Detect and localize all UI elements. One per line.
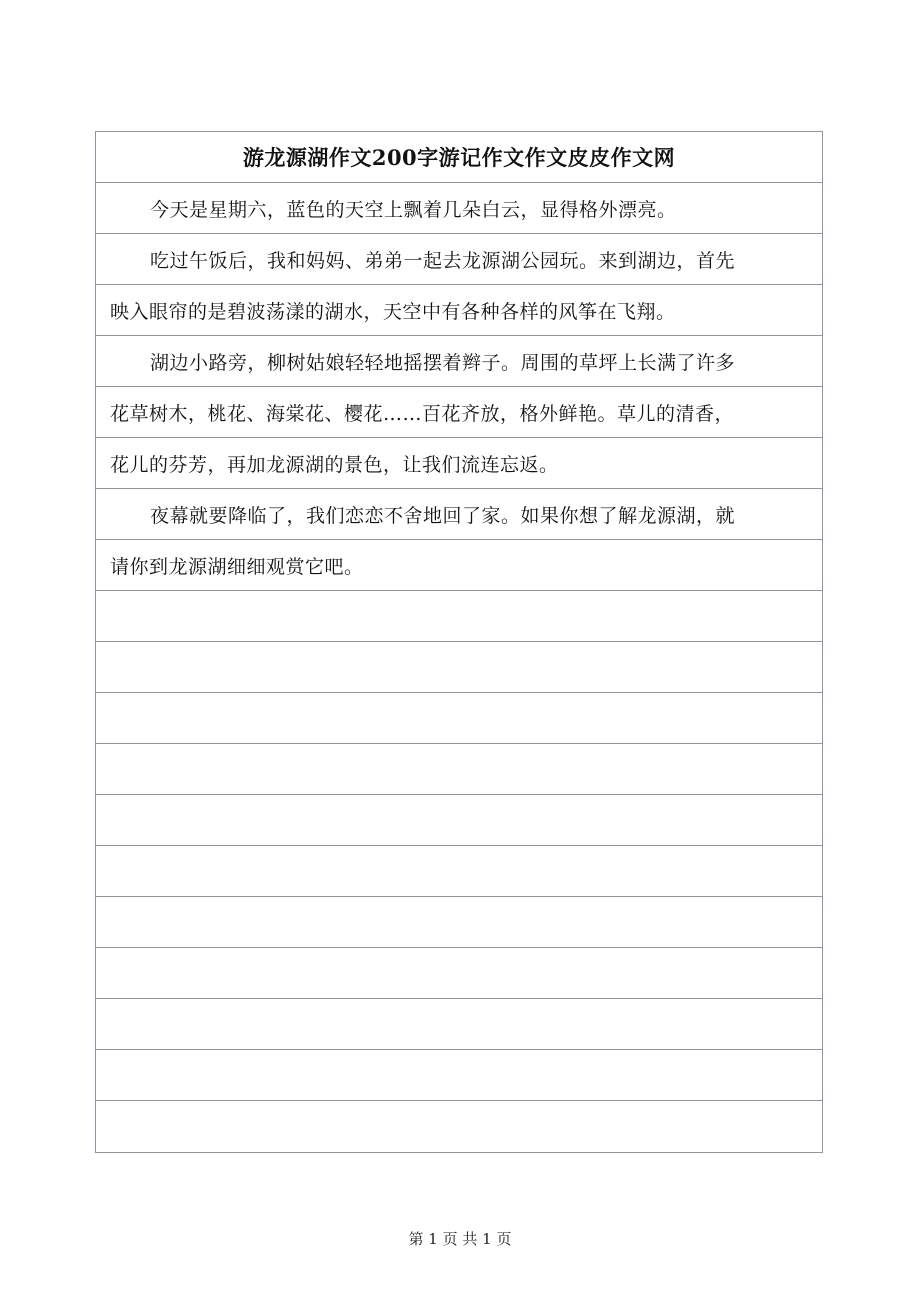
- blank-line: [96, 1101, 822, 1152]
- essay-line: 映入眼帘的是碧波荡漾的湖水，天空中有各种各样的风筝在飞翔。: [96, 285, 822, 336]
- blank-line: [96, 948, 822, 999]
- essay-line: 吃过午饭后，我和妈妈、弟弟一起去龙源湖公园玩。来到湖边，首先: [96, 234, 822, 285]
- blank-line: [96, 693, 822, 744]
- essay-title: 游龙源湖作文200字游记作文作文皮皮作文网: [96, 132, 822, 183]
- blank-line: [96, 591, 822, 642]
- page-footer: 第 1 页 共 1 页: [408, 1230, 512, 1248]
- blank-line: [96, 795, 822, 846]
- essay-line: 今天是星期六，蓝色的天空上飘着几朵白云，显得格外漂亮。: [96, 183, 822, 234]
- blank-line: [96, 999, 822, 1050]
- essay-line: 夜幕就要降临了，我们恋恋不舍地回了家。如果你想了解龙源湖，就: [96, 489, 822, 540]
- essay-line: 湖边小路旁，柳树姑娘轻轻地摇摆着辫子。周围的草坪上长满了许多: [96, 336, 822, 387]
- blank-line: [96, 897, 822, 948]
- essay-line: 花草树木，桃花、海棠花、樱花……百花齐放，格外鲜艳。草儿的清香，: [96, 387, 822, 438]
- essay-sheet: [95, 131, 823, 1153]
- essay-line: 花儿的芬芳，再加龙源湖的景色，让我们流连忘返。: [96, 438, 822, 489]
- essay-line: 请你到龙源湖细细观赏它吧。: [96, 540, 822, 591]
- blank-line: [96, 642, 822, 693]
- blank-line: [96, 1050, 822, 1101]
- blank-line: [96, 846, 822, 897]
- blank-line: [96, 744, 822, 795]
